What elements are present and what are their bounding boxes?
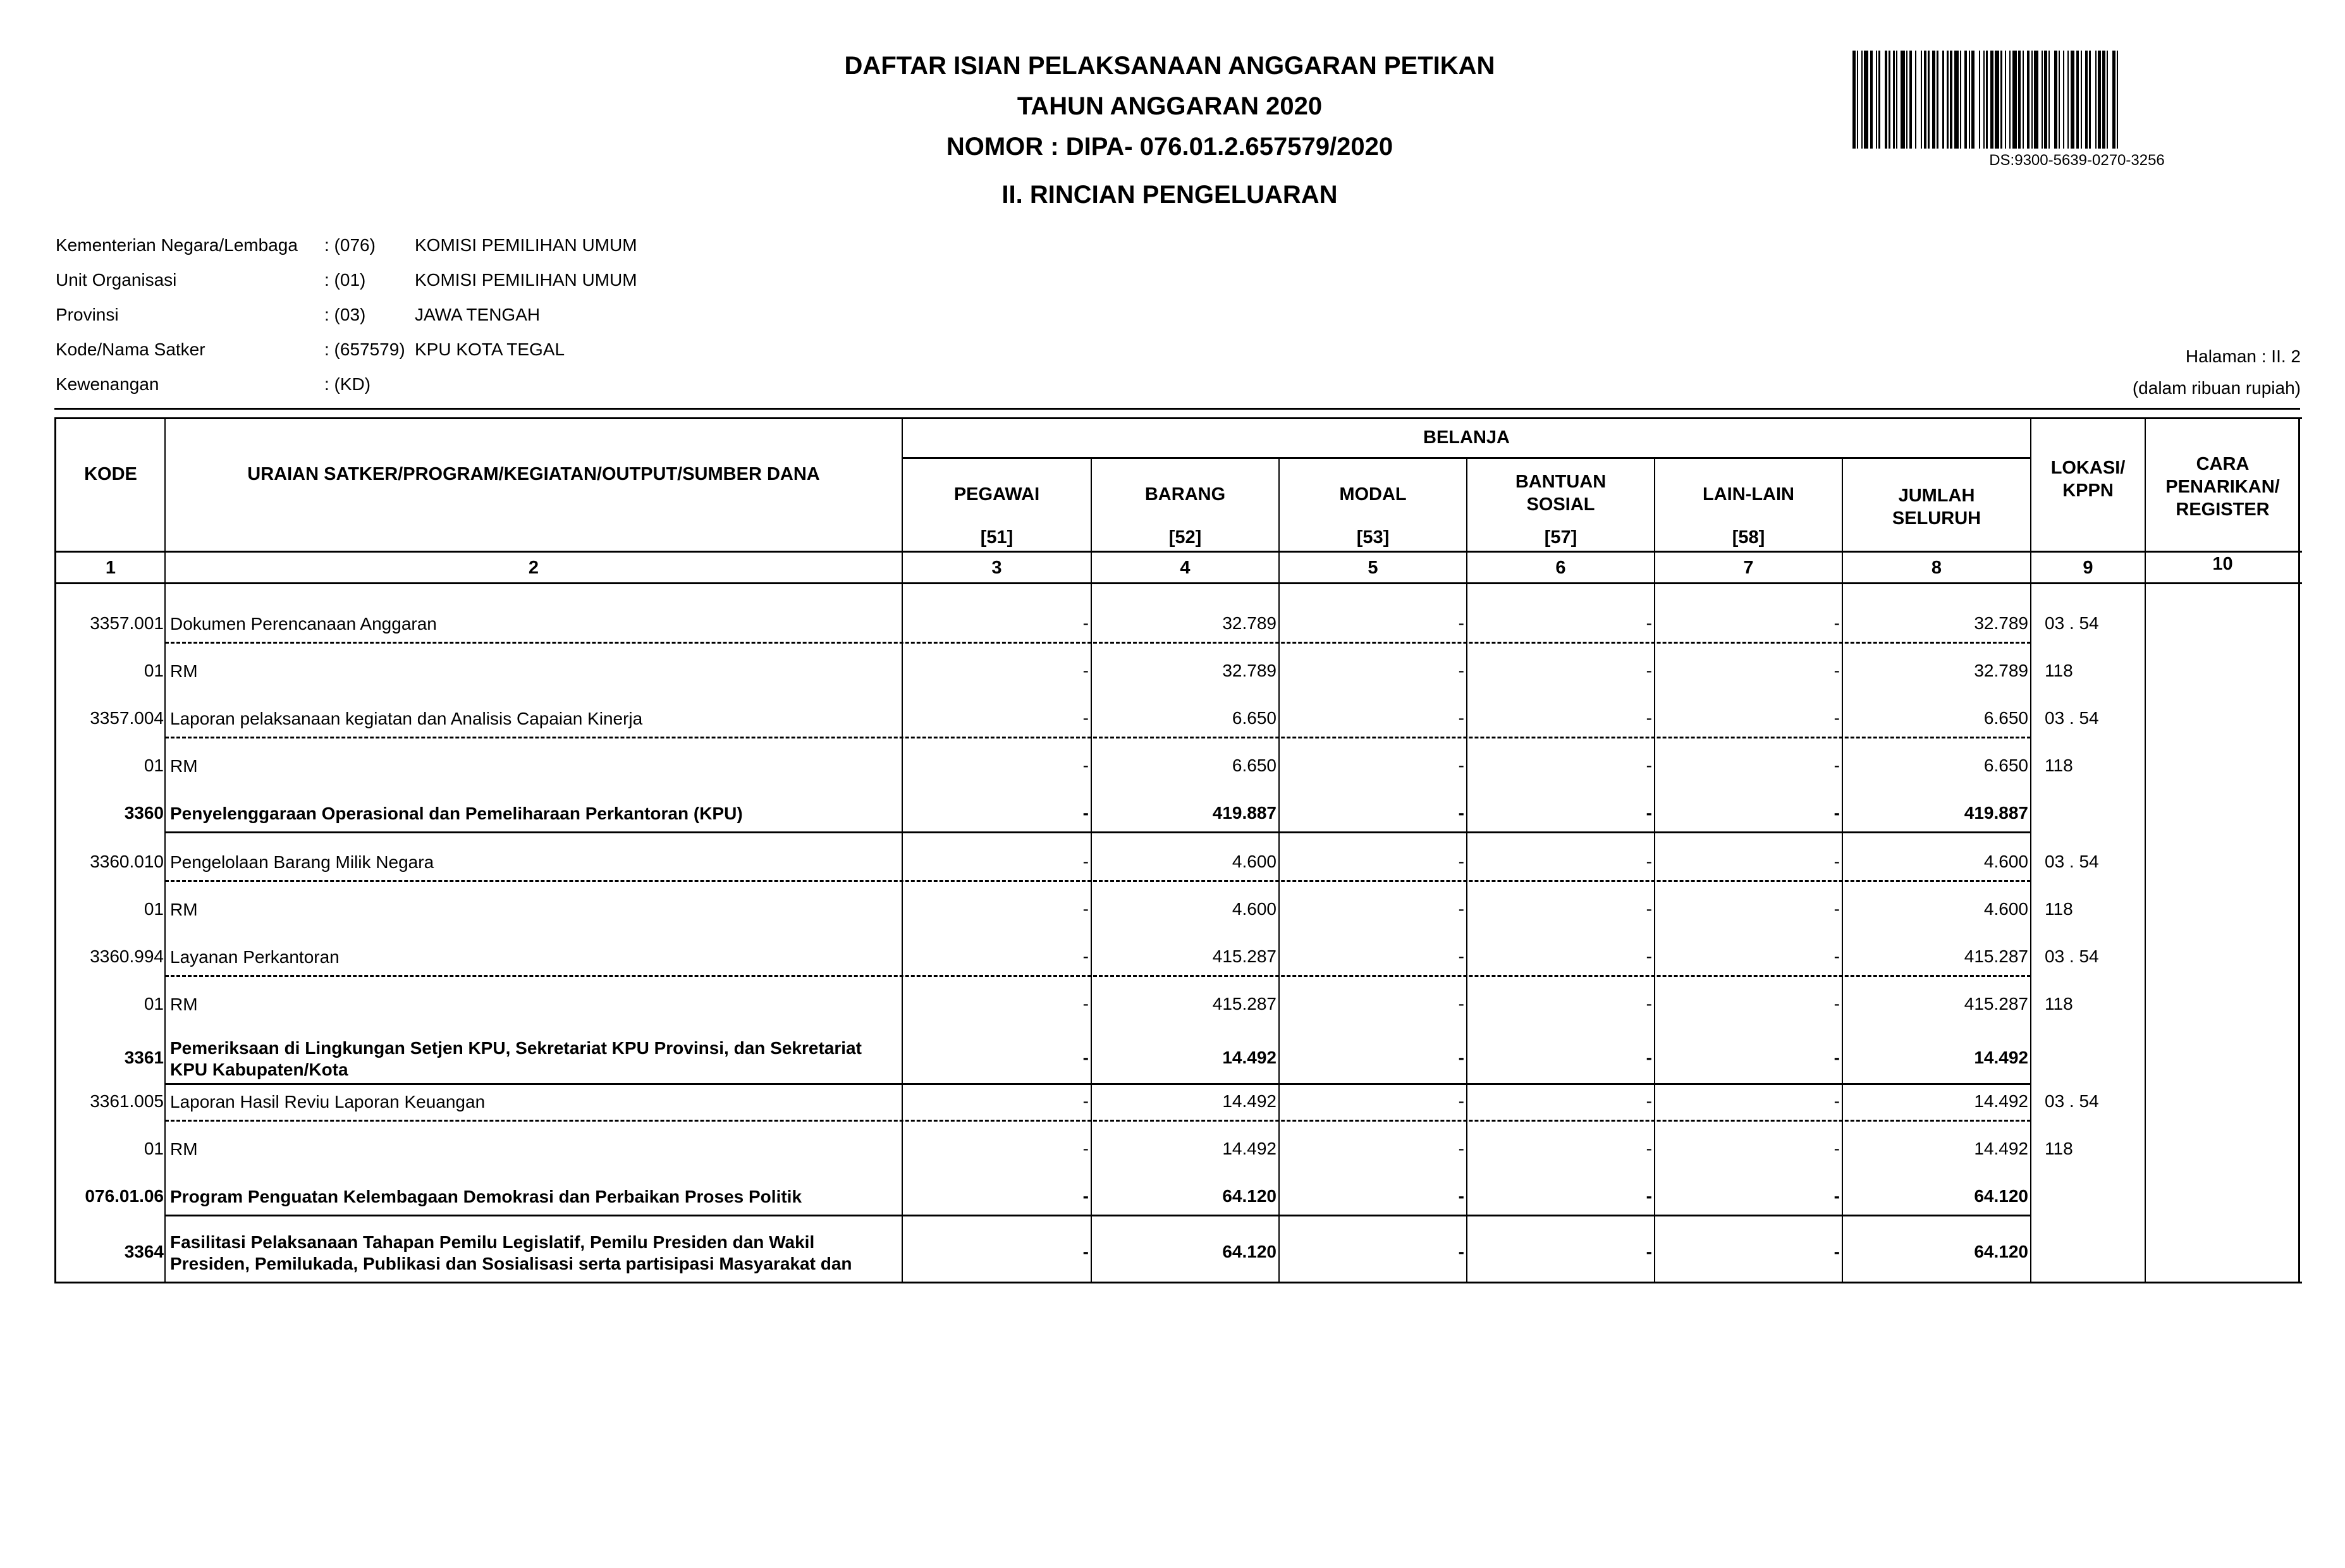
row-jumlah: 419.887 (1964, 803, 2028, 823)
col-header-lain-code: [58] (1732, 527, 1765, 548)
row-lain: - (1834, 1091, 1840, 1111)
row-jumlah: 6.650 (1983, 756, 2028, 775)
row-modal: - (1458, 852, 1464, 871)
meta-label: Kewenangan (56, 374, 159, 394)
row-kode: 3364 (124, 1242, 164, 1261)
column-number: 8 (1931, 558, 1942, 578)
row-pegawai: - (1082, 1048, 1089, 1067)
row-bantuan: - (1646, 708, 1652, 728)
col-header-cara-3: REGISTER (2176, 499, 2270, 520)
col-header-lokasi-2: KPPN (2062, 481, 2114, 501)
row-uraian: RM (170, 1139, 198, 1159)
row-pegawai: - (1082, 946, 1089, 966)
barcode-bar (1916, 51, 1921, 149)
row-bantuan: - (1646, 899, 1652, 919)
col-header-pegawai-code: [51] (980, 527, 1013, 548)
row-lain: - (1834, 1048, 1840, 1067)
barcode-bar (2071, 51, 2075, 149)
row-pegawai: - (1082, 613, 1089, 633)
row-kode: 3360.010 (90, 852, 164, 871)
row-kode: 3361 (124, 1048, 164, 1067)
meta-label: Kode/Nama Satker (56, 340, 205, 359)
row-modal: - (1458, 803, 1464, 823)
row-kode: 01 (144, 994, 164, 1014)
row-separator (165, 831, 2031, 833)
barcode-bar (1975, 51, 1979, 149)
row-pegawai: - (1082, 1242, 1089, 1261)
row-barang: 64.120 (1222, 1242, 1277, 1261)
col-header-barang-code: [52] (1168, 527, 1202, 548)
column-number: 5 (1368, 558, 1378, 578)
row-barang: 64.120 (1222, 1186, 1277, 1206)
row-pegawai: - (1082, 899, 1089, 919)
row-jumlah: 14.492 (1974, 1048, 2028, 1067)
fiscal-year: TAHUN ANGGARAN 2020 (1017, 92, 1323, 120)
row-uraian: Laporan Hasil Reviu Laporan Keuangan (170, 1092, 486, 1112)
row-bantuan: - (1646, 1186, 1652, 1206)
page-number: Halaman : II. 2 (2185, 346, 2301, 366)
col-header-pegawai: PEGAWAI (953, 484, 1040, 505)
row-lokasi: 118 (2045, 661, 2073, 680)
barcode-bar (2050, 51, 2054, 149)
col-header-bantuan: BANTUAN (1515, 472, 1607, 492)
row-lokasi: 03 . 54 (2045, 1091, 2099, 1111)
col-header-belanja: BELANJA (1423, 427, 1510, 448)
barcode-bar (2091, 51, 2095, 149)
row-pegawai: - (1082, 661, 1089, 680)
col-header-uraian: URAIAN SATKER/PROGRAM/KEGIATAN/OUTPUT/SUMBER DANA (247, 464, 820, 484)
row-modal: - (1458, 756, 1464, 775)
row-modal: - (1458, 994, 1464, 1014)
row-kode: 3360.994 (90, 946, 164, 966)
barcode-bar (2118, 51, 2121, 149)
row-pegawai: - (1082, 1139, 1089, 1158)
row-lain: - (1834, 661, 1840, 680)
barcode-bar (2034, 51, 2038, 149)
row-modal: - (1458, 1048, 1464, 1067)
row-uraian: Laporan pelaksanaan kegiatan dan Analisis Capaian Kinerja (170, 709, 643, 728)
row-pegawai: - (1082, 708, 1089, 728)
row-bantuan: - (1646, 852, 1652, 871)
row-separator-dashed (165, 737, 2031, 738)
row-lain: - (1834, 756, 1840, 775)
meta-value: KOMISI PEMILIHAN UMUM (415, 235, 637, 255)
row-uraian: Program Penguatan Kelembagaan Demokrasi dan Perbaikan Proses Politik (170, 1187, 802, 1206)
row-uraian: Pemeriksaan di Lingkungan Setjen KPU, Sekretariat KPU Provinsi, dan Sekretariat KPU Kabupaten/Kota (170, 1038, 862, 1079)
row-lain: - (1834, 852, 1840, 871)
row-kode: 01 (144, 756, 164, 775)
barcode-bar (1954, 51, 1959, 149)
meta-label: Kementerian Negara/Lembaga (56, 235, 298, 255)
row-bantuan: - (1646, 1091, 1652, 1111)
column-number: 4 (1180, 558, 1191, 578)
col-header-cara: CARA (2196, 454, 2250, 474)
row-kode: 076.01.06 (85, 1186, 164, 1206)
row-bantuan: - (1646, 803, 1652, 823)
row-barang: 419.887 (1212, 803, 1277, 823)
row-bantuan: - (1646, 756, 1652, 775)
barcode-icon (1852, 51, 2301, 149)
row-jumlah: 415.287 (1964, 946, 2028, 966)
row-uraian: RM (170, 900, 198, 919)
column-number: 10 (2212, 554, 2233, 574)
row-modal: - (1458, 1242, 1464, 1261)
row-bantuan: - (1646, 1139, 1652, 1158)
row-separator (165, 1083, 2031, 1085)
row-jumlah: 64.120 (1974, 1242, 2028, 1261)
row-jumlah: 4.600 (1983, 852, 2028, 871)
row-bantuan: - (1646, 946, 1652, 966)
row-lain: - (1834, 899, 1840, 919)
row-barang: 6.650 (1232, 756, 1277, 775)
col-header-jumlah: JUMLAH (1898, 486, 1975, 506)
row-uraian: Fasilitasi Pelaksanaan Tahapan Pemilu Legislatif, Pemilu Presiden dan Wakil Presiden, Pemilukada, Publikasi dan Sosialisasi serta partisipasi Masyarakat dan (170, 1232, 852, 1273)
row-modal: - (1458, 899, 1464, 919)
barcode-bar (1938, 51, 1943, 149)
row-modal: - (1458, 946, 1464, 966)
meta-value: JAWA TENGAH (415, 305, 541, 324)
row-uraian: Dokumen Perencanaan Anggaran (170, 614, 437, 634)
row-separator (165, 1215, 2031, 1216)
section-title: II. RINCIAN PENGELUARAN (1001, 181, 1338, 209)
col-header-jumlah-2: SELURUH (1892, 508, 1981, 529)
row-lokasi: 118 (2045, 899, 2073, 919)
row-bantuan: - (1646, 994, 1652, 1014)
meta-code: : (03) (324, 305, 366, 324)
row-bantuan: - (1646, 613, 1652, 633)
meta-label: Unit Organisasi (56, 270, 177, 290)
row-barang: 6.650 (1232, 708, 1277, 728)
row-lain: - (1834, 1186, 1840, 1206)
row-pegawai: - (1082, 994, 1089, 1014)
row-pegawai: - (1082, 852, 1089, 871)
row-lain: - (1834, 994, 1840, 1014)
row-lokasi: 03 . 54 (2045, 852, 2099, 871)
expenditure-table (54, 417, 2300, 1283)
header-bottom-border (56, 551, 2302, 553)
row-lain: - (1834, 803, 1840, 823)
row-uraian: RM (170, 756, 198, 776)
row-lokasi: 03 . 54 (2045, 708, 2099, 728)
column-number: 1 (105, 558, 116, 578)
row-lokasi: 118 (2045, 756, 2073, 775)
dipa-number: NOMOR : DIPA- 076.01.2.657579/2020 (946, 133, 1393, 161)
row-barang: 14.492 (1222, 1139, 1277, 1158)
colnum-bottom-border (56, 582, 2302, 584)
barcode-bar (1880, 51, 1885, 149)
row-lokasi: 118 (2045, 1139, 2073, 1158)
row-uraian: Pengelolaan Barang Milik Negara (170, 852, 434, 872)
barcode-bar (1864, 51, 1868, 149)
barcode-label: DS:9300-5639-0270-3256 (1989, 152, 2165, 169)
header-divider (54, 408, 2300, 410)
row-jumlah: 64.120 (1974, 1186, 2028, 1206)
barcode-bar (2012, 51, 2017, 149)
row-lain: - (1834, 946, 1840, 966)
col-header-barang: BARANG (1144, 484, 1226, 505)
row-uraian: Layanan Perkantoran (170, 947, 340, 967)
document-title: DAFTAR ISIAN PELAKSANAAN ANGGARAN PETIKAN (844, 52, 1495, 80)
row-bantuan: - (1646, 1048, 1652, 1067)
row-barang: 4.600 (1232, 899, 1277, 919)
row-separator-dashed (165, 1120, 2031, 1122)
row-barang: 415.287 (1212, 946, 1277, 966)
table-top-border (56, 417, 2302, 419)
row-kode: 01 (144, 661, 164, 680)
column-number: 6 (1555, 558, 1566, 578)
column-divider (164, 417, 166, 1283)
row-barang: 32.789 (1222, 613, 1277, 633)
meta-value: KPU KOTA TEGAL (415, 340, 565, 359)
meta-value: KOMISI PEMILIHAN UMUM (415, 270, 637, 290)
col-header-lokasi: LOKASI/ (2050, 458, 2126, 478)
column-number: 3 (991, 558, 1002, 578)
row-separator-dashed (165, 880, 2031, 882)
barcode-bar (1995, 51, 1999, 149)
col-header-bantuan-2: SOSIAL (1526, 494, 1595, 515)
row-separator-dashed (165, 975, 2031, 977)
table-bottom-border (56, 1282, 2302, 1283)
row-barang: 14.492 (1222, 1091, 1277, 1111)
row-jumlah: 4.600 (1983, 899, 2028, 919)
row-uraian: Penyelenggaraan Operasional dan Pemeliharaan Perkantoran (KPU) (170, 804, 743, 823)
column-number: 2 (528, 558, 539, 578)
row-lain: - (1834, 613, 1840, 633)
row-lain: - (1834, 1242, 1840, 1261)
row-jumlah: 14.492 (1974, 1091, 2028, 1111)
row-uraian: RM (170, 661, 198, 681)
col-header-kode: KODE (84, 464, 137, 484)
meta-label: Provinsi (56, 305, 119, 324)
col-header-lain: LAIN-LAIN (1703, 484, 1794, 505)
column-number: 9 (2083, 558, 2093, 578)
row-kode: 3361.005 (90, 1091, 164, 1111)
row-pegawai: - (1082, 1091, 1089, 1111)
row-pegawai: - (1082, 1186, 1089, 1206)
meta-code: : (KD) (324, 374, 371, 394)
row-uraian: RM (170, 995, 198, 1014)
col-header-cara-2: PENARIKAN/ (2165, 477, 2280, 497)
meta-code: : (076) (324, 235, 376, 255)
row-kode: 3357.001 (90, 613, 164, 633)
row-jumlah: 6.650 (1983, 708, 2028, 728)
row-modal: - (1458, 708, 1464, 728)
currency-unit-note: (dalam ribuan rupiah) (2132, 378, 2301, 398)
row-pegawai: - (1082, 756, 1089, 775)
row-lokasi: 118 (2045, 994, 2073, 1014)
row-modal: - (1458, 661, 1464, 680)
col-header-modal: MODAL (1339, 484, 1407, 505)
row-jumlah: 32.789 (1974, 661, 2028, 680)
meta-code: : (657579) (324, 340, 405, 359)
column-number: 7 (1743, 558, 1754, 578)
row-kode: 01 (144, 899, 164, 919)
row-kode: 01 (144, 1139, 164, 1158)
row-jumlah: 32.789 (1974, 613, 2028, 633)
column-divider (2145, 417, 2146, 1283)
row-bantuan: - (1646, 1242, 1652, 1261)
row-barang: 32.789 (1222, 661, 1277, 680)
row-modal: - (1458, 613, 1464, 633)
row-lain: - (1834, 1139, 1840, 1158)
row-lokasi: 03 . 54 (2045, 613, 2099, 633)
col-header-bantuan-code: [57] (1544, 527, 1577, 548)
row-lain: - (1834, 708, 1840, 728)
row-pegawai: - (1082, 803, 1089, 823)
row-modal: - (1458, 1091, 1464, 1111)
barcode-bar (1901, 51, 1905, 149)
row-modal: - (1458, 1186, 1464, 1206)
row-kode: 3357.004 (90, 708, 164, 728)
row-barang: 4.600 (1232, 852, 1277, 871)
row-kode: 3360 (124, 803, 164, 823)
meta-code: : (01) (324, 270, 366, 290)
column-divider (2030, 417, 2031, 1283)
col-header-modal-code: [53] (1356, 527, 1390, 548)
row-modal: - (1458, 1139, 1464, 1158)
barcode-bar (2108, 51, 2112, 149)
row-jumlah: 415.287 (1964, 994, 2028, 1014)
row-bantuan: - (1646, 661, 1652, 680)
row-separator-dashed (165, 642, 2031, 644)
row-jumlah: 14.492 (1974, 1139, 2028, 1158)
row-lokasi: 03 . 54 (2045, 946, 2099, 966)
row-barang: 415.287 (1212, 994, 1277, 1014)
row-barang: 14.492 (1222, 1048, 1277, 1067)
